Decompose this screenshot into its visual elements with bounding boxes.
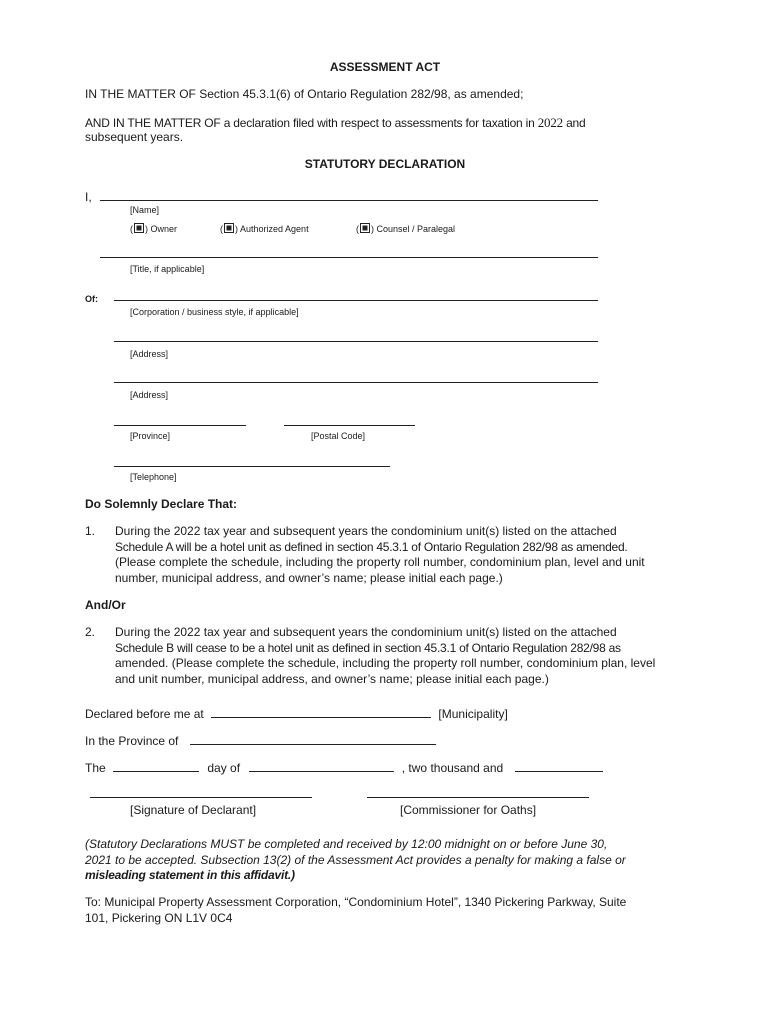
item1-number: 1.: [85, 524, 96, 538]
address2-label: [Address]: [130, 390, 169, 400]
mailing-address: [85, 895, 705, 926]
item2-text: [115, 625, 695, 687]
name-field[interactable]: [100, 200, 598, 201]
deadline-note: [85, 837, 705, 884]
declaration-subtitle: STATUTORY DECLARATION: [304, 157, 466, 171]
item1-line4: number, municipal address, and owner’s name; please initial each page.): [115, 570, 503, 585]
owner-option[interactable]: ( ) Owner: [130, 224, 178, 234]
address-line1: To: Municipal Property Assessment Corporation, “Condominium Hotel”, 1340 Pickering Parkway, Suite: [85, 895, 627, 909]
matter-line-2: [85, 115, 586, 131]
item1-line3: (Please complete the schedule, including the property roll number, condominium plan, level and unit: [115, 555, 645, 569]
counsel-checkbox[interactable]: [360, 223, 370, 233]
counsel-option[interactable]: ( ) Counsel / Paralegal: [356, 224, 456, 234]
matter-line-2-and: and: [566, 116, 586, 130]
matter-line-3: subsequent years.: [85, 130, 184, 144]
declare-heading: Do Solemnly Declare That:: [85, 497, 238, 511]
item1-line2: Schedule A will be a hotel unit as defined in section 45.3.1 of Ontario Regulation 282/98 as amended.: [115, 539, 628, 554]
and-or-label: And/Or: [85, 598, 126, 612]
province-of-field[interactable]: [190, 732, 436, 745]
postal-code-field[interactable]: [284, 425, 415, 426]
matter-line-1: IN THE MATTER OF Section 45.3.1(6) of Ontario Regulation 282/98, as amended;: [85, 87, 524, 101]
declarant-signature-field[interactable]: [90, 797, 312, 798]
item2-line1: During the 2022 tax year and subsequent years the condominium unit(s) listed on the attached: [115, 625, 617, 639]
municipality-field[interactable]: [211, 705, 431, 718]
telephone-label: [Telephone]: [130, 472, 177, 482]
matter-line-2-text: AND IN THE MATTER OF a declaration filed with respect to assessments for taxation in: [85, 116, 535, 130]
address2-field[interactable]: [114, 382, 598, 383]
item1-line1: During the 2022 tax year and subsequent years the condominium unit(s) listed on the attached: [115, 524, 617, 538]
municipality-label: [Municipality]: [438, 707, 508, 721]
day-of-label: day of: [207, 761, 241, 775]
i-label: I,: [85, 190, 92, 204]
item1-text: [115, 524, 695, 586]
item2-line4: and unit number, municipal address, and owner’s name; please initial each page.): [115, 671, 549, 686]
the-label: The: [85, 761, 106, 775]
agent-checkbox[interactable]: [224, 223, 234, 233]
owner-label: Owner: [150, 224, 178, 234]
province-field[interactable]: [114, 425, 246, 426]
year-field[interactable]: [515, 759, 603, 772]
two-thousand-label: , two thousand and: [401, 761, 504, 775]
declarant-signature-label: [Signature of Declarant]: [130, 803, 257, 817]
title-label: [Title, if applicable]: [130, 264, 205, 274]
agent-option[interactable]: ( ) Authorized Agent: [220, 224, 309, 234]
agent-label: Authorized Agent: [240, 224, 309, 234]
declared-before-label: Declared before me at: [85, 707, 204, 721]
province-label: [Province]: [130, 431, 171, 441]
counsel-label: Counsel / Paralegal: [376, 224, 456, 234]
province-row: [85, 732, 436, 749]
in-province-label: In the Province of: [85, 734, 179, 748]
of-label: Of:: [85, 294, 98, 304]
owner-checkbox[interactable]: [134, 223, 144, 233]
title-field[interactable]: [100, 257, 598, 258]
commissioner-label: [Commissioner for Oaths]: [400, 803, 537, 817]
corporation-label: [Corporation / business style, if applicable]: [130, 307, 299, 317]
date-row: [85, 759, 603, 776]
matter-year: 2022: [537, 115, 563, 130]
note-line2: 2021 to be accepted. Subsection 13(2) of the Assessment Act provides a penalty for making a false or: [85, 852, 626, 867]
day-field[interactable]: [113, 759, 199, 772]
name-label: [Name]: [130, 205, 160, 215]
commissioner-signature-field[interactable]: [367, 797, 589, 798]
declared-before-row: [85, 705, 508, 722]
telephone-field[interactable]: [114, 466, 390, 467]
item2-line3: amended. (Please complete the schedule, including the property roll number, condominium plan, level: [115, 656, 656, 670]
postal-code-label: [Postal Code]: [311, 431, 366, 441]
address1-label: [Address]: [130, 349, 169, 359]
note-line1: (Statutory Declarations MUST be completed and received by 12:00 midnight on or before June 30,: [85, 837, 608, 851]
document-title: ASSESSMENT ACT: [329, 60, 441, 74]
note-line3: misleading statement in this affidavit.): [85, 868, 295, 882]
item2-number: 2.: [85, 625, 96, 639]
address1-field[interactable]: [114, 341, 598, 342]
item2-line2: Schedule B will cease to be a hotel unit as defined in section 45.3.1 of Ontario Regulation 282/98 as: [115, 640, 621, 655]
address-line2: 101, Pickering ON L1V 0C4: [85, 910, 233, 925]
month-field[interactable]: [249, 759, 394, 772]
corporation-field[interactable]: [114, 300, 598, 301]
